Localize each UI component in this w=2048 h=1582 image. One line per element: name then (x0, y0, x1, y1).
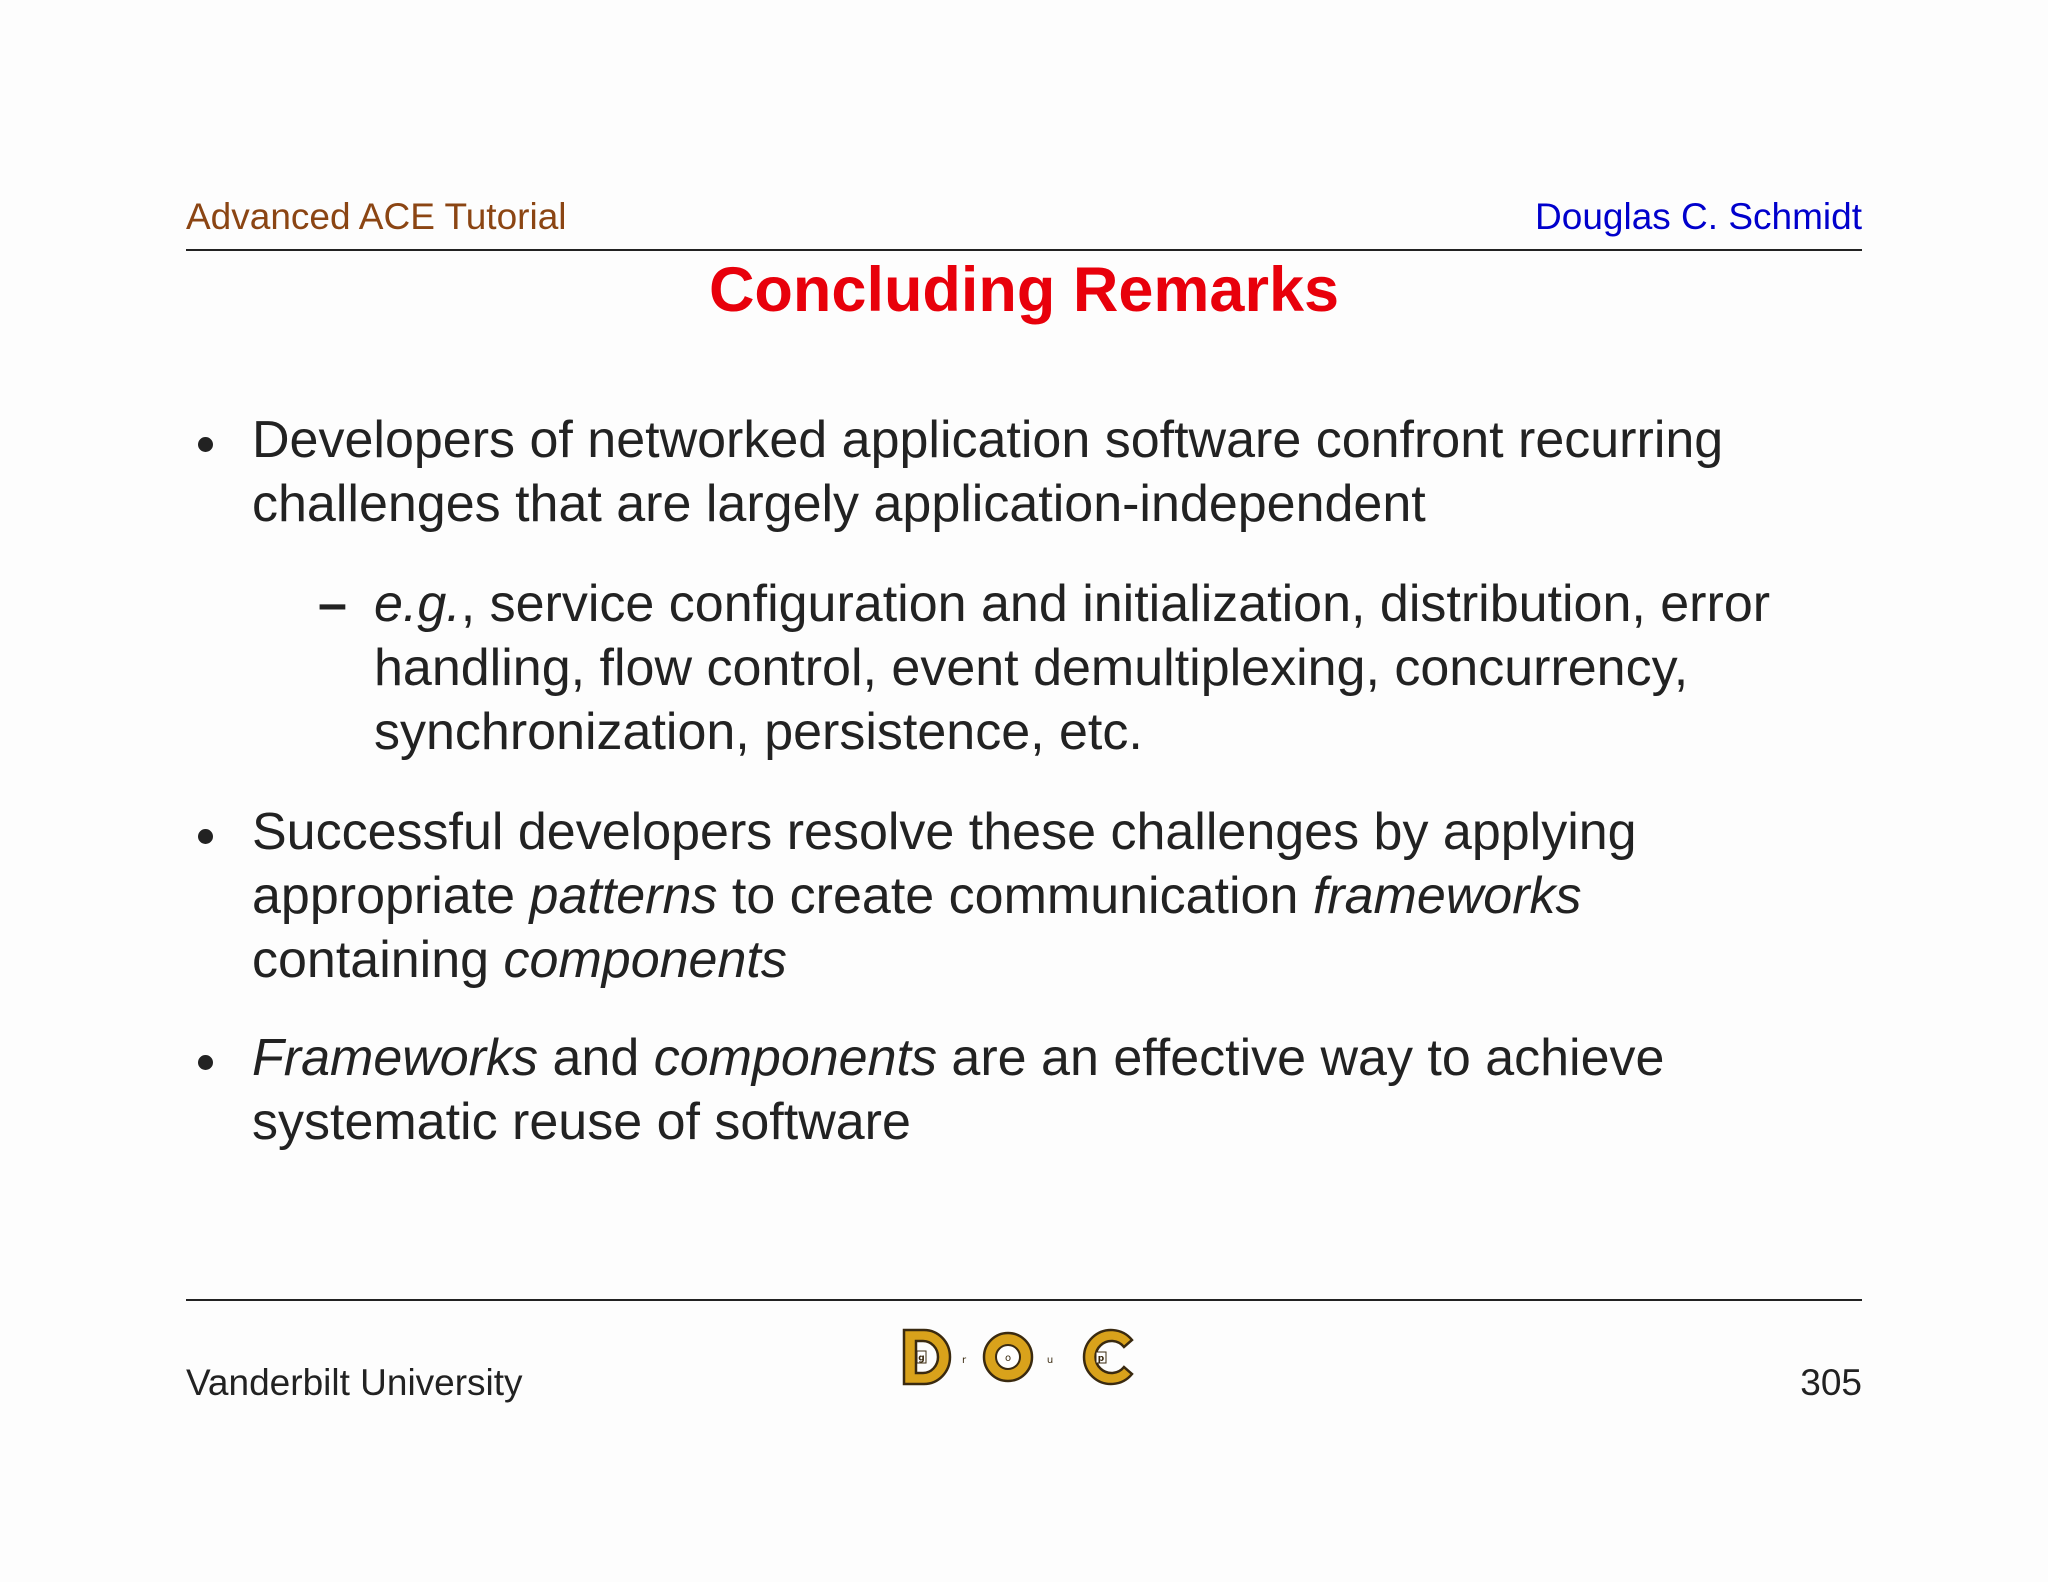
doc-group-logo-icon (900, 1326, 1150, 1388)
svg-text:u: u (1046, 1355, 1054, 1366)
sub-bullet-line: handling, flow control, event demultiplexing, concurrency, (374, 639, 1689, 697)
sub-bullet-dash: – (318, 575, 347, 633)
bullet-item (186, 1026, 1886, 1154)
doc-group-logo (900, 1326, 1150, 1388)
header-rule (186, 249, 1862, 251)
bullet-line (252, 928, 1886, 992)
bullet-dot-icon (198, 437, 213, 452)
footer-institution: Vanderbilt University (186, 1362, 523, 1403)
sub-bullet-line (374, 572, 1886, 636)
eg-emphasis: e.g. (374, 575, 461, 633)
header-author: Douglas C. Schmidt (1535, 196, 1862, 237)
page-number: 305 (1800, 1362, 1862, 1403)
bullet-text: appropriate (252, 867, 530, 925)
header-course-title: Advanced ACE Tutorial (186, 196, 567, 237)
bullet-line: systematic reuse of software (252, 1093, 911, 1151)
sub-bullet-text: , service configuration and initialization, distribution, error (460, 575, 1771, 633)
bullet-line (252, 1026, 1886, 1090)
components-emphasis: components (653, 1029, 937, 1087)
bullet-text: to create communication (717, 867, 1313, 925)
slide-body (186, 408, 1886, 1188)
bullet-line: Successful developers resolve these challenges by applying (252, 803, 1637, 861)
components-emphasis: components (503, 931, 787, 989)
bullet-item (186, 800, 1886, 992)
frameworks-emphasis: Frameworks (252, 1029, 539, 1087)
bullet-line: challenges that are largely application-independent (252, 475, 1426, 533)
footer-rule (186, 1299, 1862, 1301)
svg-text:p: p (1097, 1354, 1105, 1364)
bullet-line: Developers of networked application software confront recurring (252, 411, 1724, 469)
svg-text:r: r (961, 1355, 967, 1366)
bullet-dot-icon (198, 829, 213, 844)
bullet-item (186, 408, 1886, 764)
bullet-text: are an effective way to achieve (936, 1029, 1665, 1087)
bullet-text: and (538, 1029, 654, 1087)
bullet-line (252, 864, 1886, 928)
svg-text:g: g (918, 1353, 925, 1364)
svg-text:o: o (1004, 1353, 1012, 1364)
frameworks-emphasis: frameworks (1312, 867, 1582, 925)
patterns-emphasis: patterns (529, 867, 718, 925)
sub-bullet-item (252, 572, 1886, 764)
bullet-text: containing (252, 931, 504, 989)
slide-title: Concluding Remarks (708, 255, 1340, 325)
bullet-dot-icon (198, 1055, 213, 1070)
sub-bullet-line: synchronization, persistence, etc. (374, 703, 1143, 761)
